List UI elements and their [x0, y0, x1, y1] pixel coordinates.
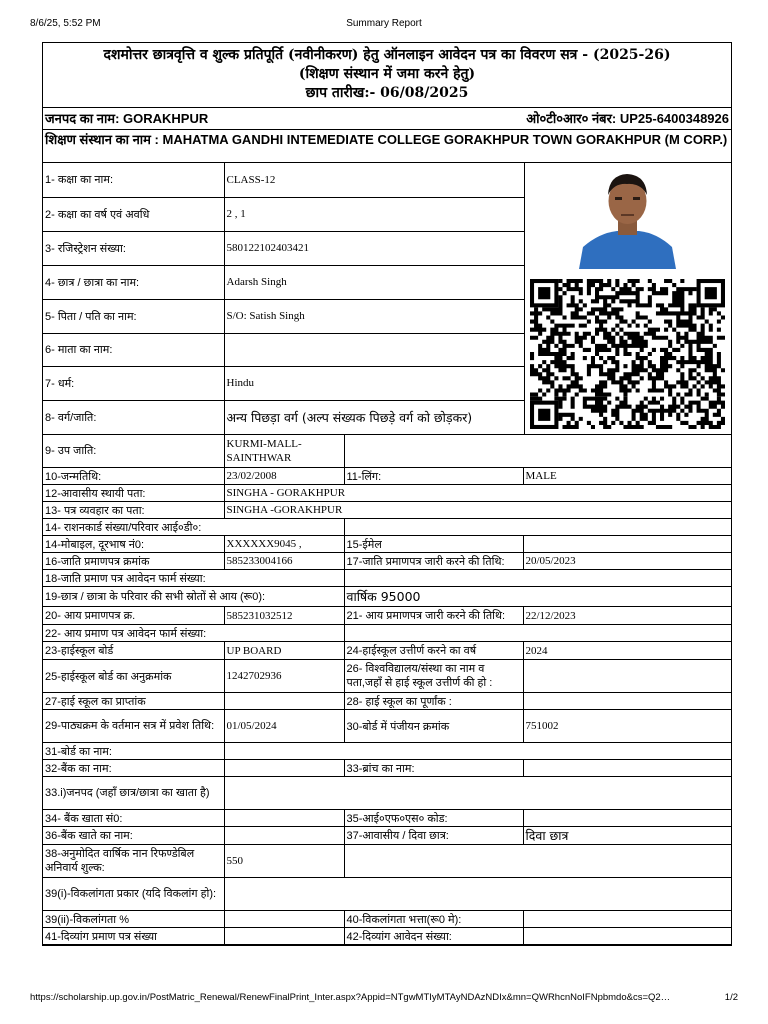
- form-title-block: [43, 43, 731, 108]
- hs-univ-label: 26- विश्वविद्यालय/संस्था का नाम व पता,जहाँ से हाई स्कूल उत्तीर्ण की हो :: [344, 660, 523, 693]
- account-name-label: 36-बैंक खाते का नाम:: [43, 827, 224, 845]
- caste-form-value: [344, 570, 731, 587]
- hs-univ-value: [523, 660, 731, 693]
- caste-cert-label: 16-जाति प्रमाणपत्र क्रमांक: [43, 553, 224, 570]
- otr-number: ओ०टी०आर० नंबर: UP25-6400348926: [526, 111, 729, 126]
- gender-label: 11-लिंग:: [344, 468, 523, 485]
- print-footer: [30, 992, 738, 1006]
- gender-value: MALE: [523, 468, 731, 485]
- branch-value: [523, 760, 731, 777]
- mother-name-value: [224, 333, 524, 366]
- mother-name-label: 6- माता का नाम:: [43, 333, 224, 366]
- disability-pct-label: 39(ii)-विकलांगता %: [43, 911, 224, 928]
- residential-label: 37-आवासीय / दिवा छात्र:: [344, 827, 523, 845]
- class-name-value: CLASS-12: [224, 163, 524, 197]
- bank-district-label: 33.i)जनपद (जहाँ छात्र/छात्रा का खाता है): [43, 777, 224, 810]
- hs-year-value: 2024: [523, 642, 731, 660]
- ifsc-value: [523, 810, 731, 827]
- correspondence-address-value: SINGHA -GORAKHPUR: [224, 502, 731, 519]
- hs-marks-label: 27-हाई स्कूल का प्राप्तांक: [43, 693, 224, 710]
- income-form-label: 22- आय प्रमाण पत्र आवेदन फार्म संख्या:: [43, 625, 344, 642]
- dob-value: 23/02/2008: [224, 468, 344, 485]
- personal-details-table: [43, 163, 731, 435]
- income-cert-label: 20- आय प्रमाणपत्र क्र.: [43, 607, 224, 625]
- father-name-label: 5- पिता / पति का नाम:: [43, 299, 224, 333]
- class-name-label: 1- कक्षा का नाम:: [43, 163, 224, 197]
- hs-total-value: [523, 693, 731, 710]
- bank-name-value: [224, 760, 344, 777]
- form-title: दशमोत्तर छात्रवृत्ति व शुल्क प्रतिपूर्ति (नवीनीकरण) हेतु ऑनलाइन आवेदन पत्र का विवरण सत्र - (2025-26): [103, 47, 671, 63]
- religion-label: 7- धर्म:: [43, 366, 224, 400]
- print-title: Summary Report: [346, 18, 422, 29]
- ifsc-label: 35-आई०एफ०एस० कोड:: [344, 810, 523, 827]
- bank-name-label: 32-बैंक का नाम:: [43, 760, 224, 777]
- caste-form-label: 18-जाति प्रमाण पत्र आवेदन फार्म संख्या:: [43, 570, 344, 587]
- residential-value: दिवा छात्र: [523, 827, 731, 845]
- hs-roll-label: 25-हाईस्कूल बोर्ड का अनुक्रमांक: [43, 660, 224, 693]
- page-url[interactable]: https://scholarship.up.gov.in/PostMatric_Renewal/RenewFinalPrint_Inter.aspx?Appid=NTgwMTIyMTAyNDAzNDIx&mn=QWRhcnNoIFNpbmdo&cs=Q2…: [30, 992, 671, 1003]
- mobile-value: XXXXXX9045 ,: [224, 536, 344, 553]
- disability-type-label: 39(i)-विकलांगता प्रकार (यदि विकलांग हो):: [43, 878, 224, 911]
- email-value: [523, 536, 731, 553]
- print-datetime: 8/6/25, 5:52 PM: [30, 18, 101, 29]
- disability-app-label: 42-दिव्यांग आवेदन संख्या:: [344, 928, 523, 945]
- ration-card-label: 14- राशनकार्ड संख्या/परिवार आई०डी०:: [43, 519, 344, 536]
- religion-value: Hindu: [224, 366, 524, 400]
- board-reg-label: 30-बोर्ड में पंजीयन क्रमांक: [344, 710, 523, 743]
- class-year-label: 2- कक्षा का वर्ष एवं अवधि: [43, 197, 224, 231]
- hs-year-label: 24-हाईस्कूल उत्तीर्ण करने का वर्ष: [344, 642, 523, 660]
- application-summary-sheet: [42, 42, 732, 946]
- category-label: 8- वर्ग/जाति:: [43, 400, 224, 434]
- student-photo: [569, 167, 686, 269]
- account-no-label: 34- बैंक खाता सं0:: [43, 810, 224, 827]
- caste-cert-value: 585233004166: [224, 553, 344, 570]
- registration-value: 580122102403421: [224, 231, 524, 265]
- subcaste-label: 9- उप जाति:: [43, 435, 224, 468]
- father-name-value: S/O: Satish Singh: [224, 299, 524, 333]
- district-otr-row: [43, 108, 731, 130]
- hs-roll-value: 1242702936: [224, 660, 344, 693]
- qr-code: [530, 279, 725, 429]
- fee-label: 38-अनुमोदित वार्षिक नान रिफण्डेबिल अनिवार्य शुल्क:: [43, 845, 224, 878]
- income-cert-date-value: 22/12/2023: [523, 607, 731, 625]
- board-reg-value: 751002: [523, 710, 731, 743]
- account-name-value: [224, 827, 344, 845]
- disability-app-value: [523, 928, 731, 945]
- hs-marks-value: [224, 693, 344, 710]
- print-date: छाप तारीख:- 06/08/2025: [305, 85, 469, 101]
- email-label: 15-ईमेल: [344, 536, 523, 553]
- district-name: जनपद का नाम: GORAKHPUR: [45, 111, 209, 126]
- disability-allowance-value: [523, 911, 731, 928]
- family-income-value: वार्षिक 95000: [344, 587, 731, 607]
- bank-district-value: [224, 777, 731, 810]
- student-name-label: 4- छात्र / छात्रा का नाम:: [43, 265, 224, 299]
- hs-board-value: UP BOARD: [224, 642, 344, 660]
- caste-cert-date-label: 17-जाति प्रमाणपत्र जारी करने की तिथि:: [344, 553, 523, 570]
- disability-cert-label: 41-दिव्यांग प्रमाण पत्र संख्या: [43, 928, 224, 945]
- hs-board-label: 23-हाईस्कूल बोर्ड: [43, 642, 224, 660]
- income-cert-date-label: 21- आय प्रमाणपत्र जारी करने की तिथि:: [344, 607, 523, 625]
- academic-bank-details-table: [43, 435, 731, 946]
- admission-date-label: 29-पाठ्यक्रम के वर्तमान सत्र में प्रवेश तिथि:: [43, 710, 224, 743]
- mobile-label: 14-मोबाइल, दूरभाष नं0:: [43, 536, 224, 553]
- caste-cert-date-value: 20/05/2023: [523, 553, 731, 570]
- disability-cert-value: [224, 928, 344, 945]
- photo-qr-cell: [524, 163, 731, 434]
- form-subtitle: (शिक्षण संस्थान में जमा करने हेतु): [298, 66, 476, 82]
- disability-pct-value: [224, 911, 344, 928]
- hs-total-label: 28- हाई स्कूल का पूर्णांक :: [344, 693, 523, 710]
- subcaste-value: KURMI-MALL-SAINTHWAR: [224, 435, 344, 468]
- permanent-address-value: SINGHA - GORAKHPUR: [224, 485, 731, 502]
- class-year-value: 2 , 1: [224, 197, 524, 231]
- fee-value: 550: [224, 845, 344, 878]
- disability-allowance-label: 40-विकलांगता भत्ता(रू0 मे):: [344, 911, 523, 928]
- family-income-label: 19-छात्र / छात्रा के परिवार की सभी स्रोतों से आय (रू0):: [43, 587, 344, 607]
- page-number: 1/2: [724, 992, 738, 1003]
- print-header: [30, 18, 738, 32]
- board-name-value: [224, 743, 731, 760]
- admission-date-value: 01/05/2024: [224, 710, 344, 743]
- income-cert-value: 585231032512: [224, 607, 344, 625]
- institution-name: शिक्षण संस्थान का नाम : MAHATMA GANDHI INTEMEDIATE COLLEGE GORAKHPUR TOWN GORAKHPUR (M CORP.): [43, 130, 731, 163]
- ration-card-value: [344, 519, 731, 536]
- student-name-value: Adarsh Singh: [224, 265, 524, 299]
- income-form-value: [344, 625, 731, 642]
- registration-label: 3- रजिस्ट्रेशन संख्या:: [43, 231, 224, 265]
- branch-label: 33-ब्रांच का नाम:: [344, 760, 523, 777]
- disability-type-value: [224, 878, 731, 911]
- dob-label: 10-जन्मतिथि:: [43, 468, 224, 485]
- board-name-label: 31-बोर्ड का नाम:: [43, 743, 224, 760]
- correspondence-address-label: 13- पत्र व्यवहार का पता:: [43, 502, 224, 519]
- permanent-address-label: 12-आवासीय स्थायी पता:: [43, 485, 224, 502]
- account-no-value: [224, 810, 344, 827]
- category-value: अन्य पिछड़ा वर्ग (अल्प संख्यक पिछड़े वर्ग को छोड़कर): [224, 400, 524, 434]
